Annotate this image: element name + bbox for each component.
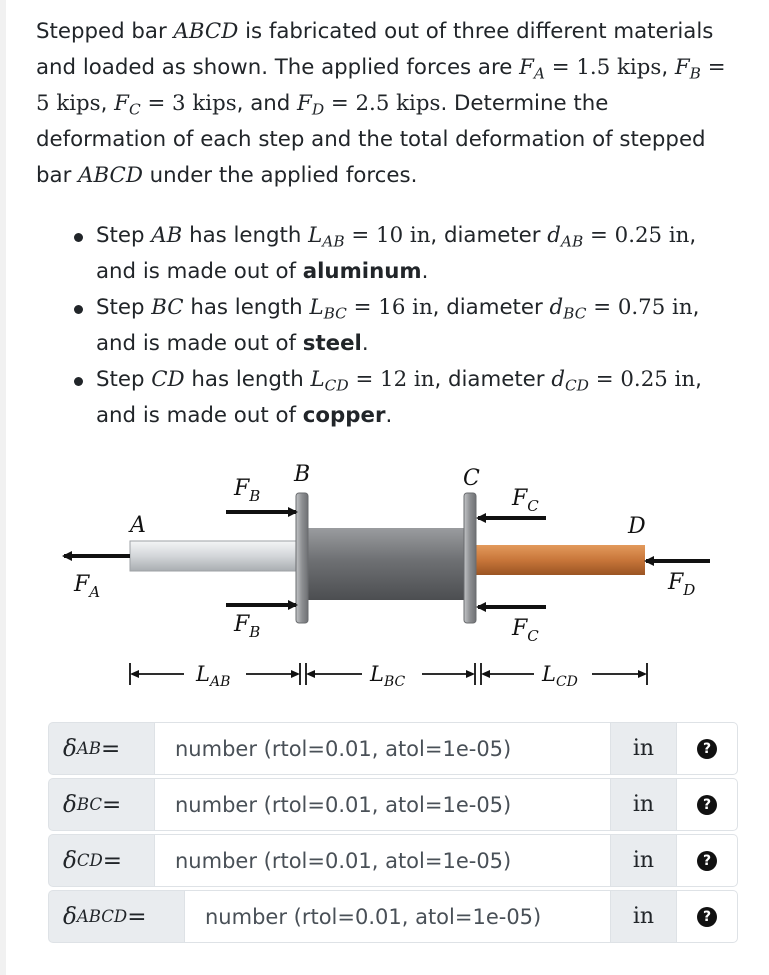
segment-ab-aluminum xyxy=(130,541,300,571)
step-item: Step CD has length $L_{CD} = 12$ in, diameter $d_{CD} = 0.25$ in, and is made out of copper. xyxy=(72,362,752,434)
unit-label: in xyxy=(611,834,677,887)
answer-row-bc xyxy=(48,778,738,833)
delta-cd-label: δ CD = xyxy=(48,834,155,887)
help-icon: ? xyxy=(697,907,717,927)
delta-bc-label: δ BC = xyxy=(48,778,155,831)
force-d-label: $F_D$ xyxy=(668,570,696,599)
step-item: Step AB has length $L_{AB} = 10$ in, diameter $d_{AB} = 0.25$ in, and is made out of aluminum. xyxy=(72,218,752,290)
help-icon: ? xyxy=(697,795,717,815)
segment-bc-steel xyxy=(305,528,475,600)
length-ab-label: $L_{AB}$ xyxy=(196,662,231,690)
segment-cd-copper xyxy=(475,545,645,575)
help-icon: ? xyxy=(697,851,717,871)
problem-statement: Stepped bar ABCD is fabricated out of three different materials and loaded as shown. The applied forces are $F_A = 1.5$ kips, $F_B = 5$ kips, $F_C = 3$ kips, and $F_D = 2.5$ kips. Determine the deformation of each step and the total deformation of stepped bar ABCD under the applied forces. xyxy=(36,19,726,188)
delta-abcd-label: δ ABCD = xyxy=(48,890,185,943)
delta-abcd-input[interactable]: number (rtol=0.01, atol=1e-05) xyxy=(185,890,611,943)
force-c-bottom-label: $F_C$ xyxy=(512,616,539,645)
answer-row-cd xyxy=(48,834,738,889)
bullet-dot xyxy=(74,305,83,314)
stepped-bar-figure xyxy=(50,455,730,705)
force-b-bottom-label: $F_B$ xyxy=(234,612,261,641)
bullet-dot xyxy=(74,233,83,242)
point-c-label: C xyxy=(463,466,480,491)
delta-ab-input[interactable]: number (rtol=0.01, atol=1e-05) xyxy=(155,722,611,775)
help-button[interactable] xyxy=(677,778,738,831)
point-b-label: B xyxy=(294,462,311,487)
answer-row-ab xyxy=(48,722,738,777)
help-icon: ? xyxy=(697,739,717,759)
force-a-label: $F_A$ xyxy=(74,572,101,601)
length-cd-label: $L_{CD}$ xyxy=(542,662,578,690)
delta-ab-label: δ AB = xyxy=(48,722,155,775)
step-item: Step BC has length $L_{BC} = 16$ in, diameter $d_{BC} = 0.75$ in, and is made out of steel. xyxy=(72,290,752,362)
help-button[interactable] xyxy=(677,834,738,887)
force-b-top-label: $F_B$ xyxy=(234,476,261,505)
help-button[interactable] xyxy=(677,722,738,775)
unit-label: in xyxy=(611,890,677,943)
flange-b xyxy=(296,493,308,623)
delta-cd-input[interactable]: number (rtol=0.01, atol=1e-05) xyxy=(155,834,611,887)
length-bc-label: $L_{BC}$ xyxy=(370,662,406,690)
point-a-label: A xyxy=(130,513,146,538)
delta-bc-input[interactable]: number (rtol=0.01, atol=1e-05) xyxy=(155,778,611,831)
step-list xyxy=(72,218,752,434)
help-button[interactable] xyxy=(677,890,738,943)
answer-row-abcd xyxy=(48,890,738,945)
unit-label: in xyxy=(611,778,677,831)
unit-label: in xyxy=(611,722,677,775)
bullet-dot xyxy=(74,377,83,386)
left-border xyxy=(0,0,6,975)
flange-c xyxy=(464,493,476,623)
point-d-label: D xyxy=(628,514,646,539)
force-c-top-label: $F_C$ xyxy=(512,486,539,515)
